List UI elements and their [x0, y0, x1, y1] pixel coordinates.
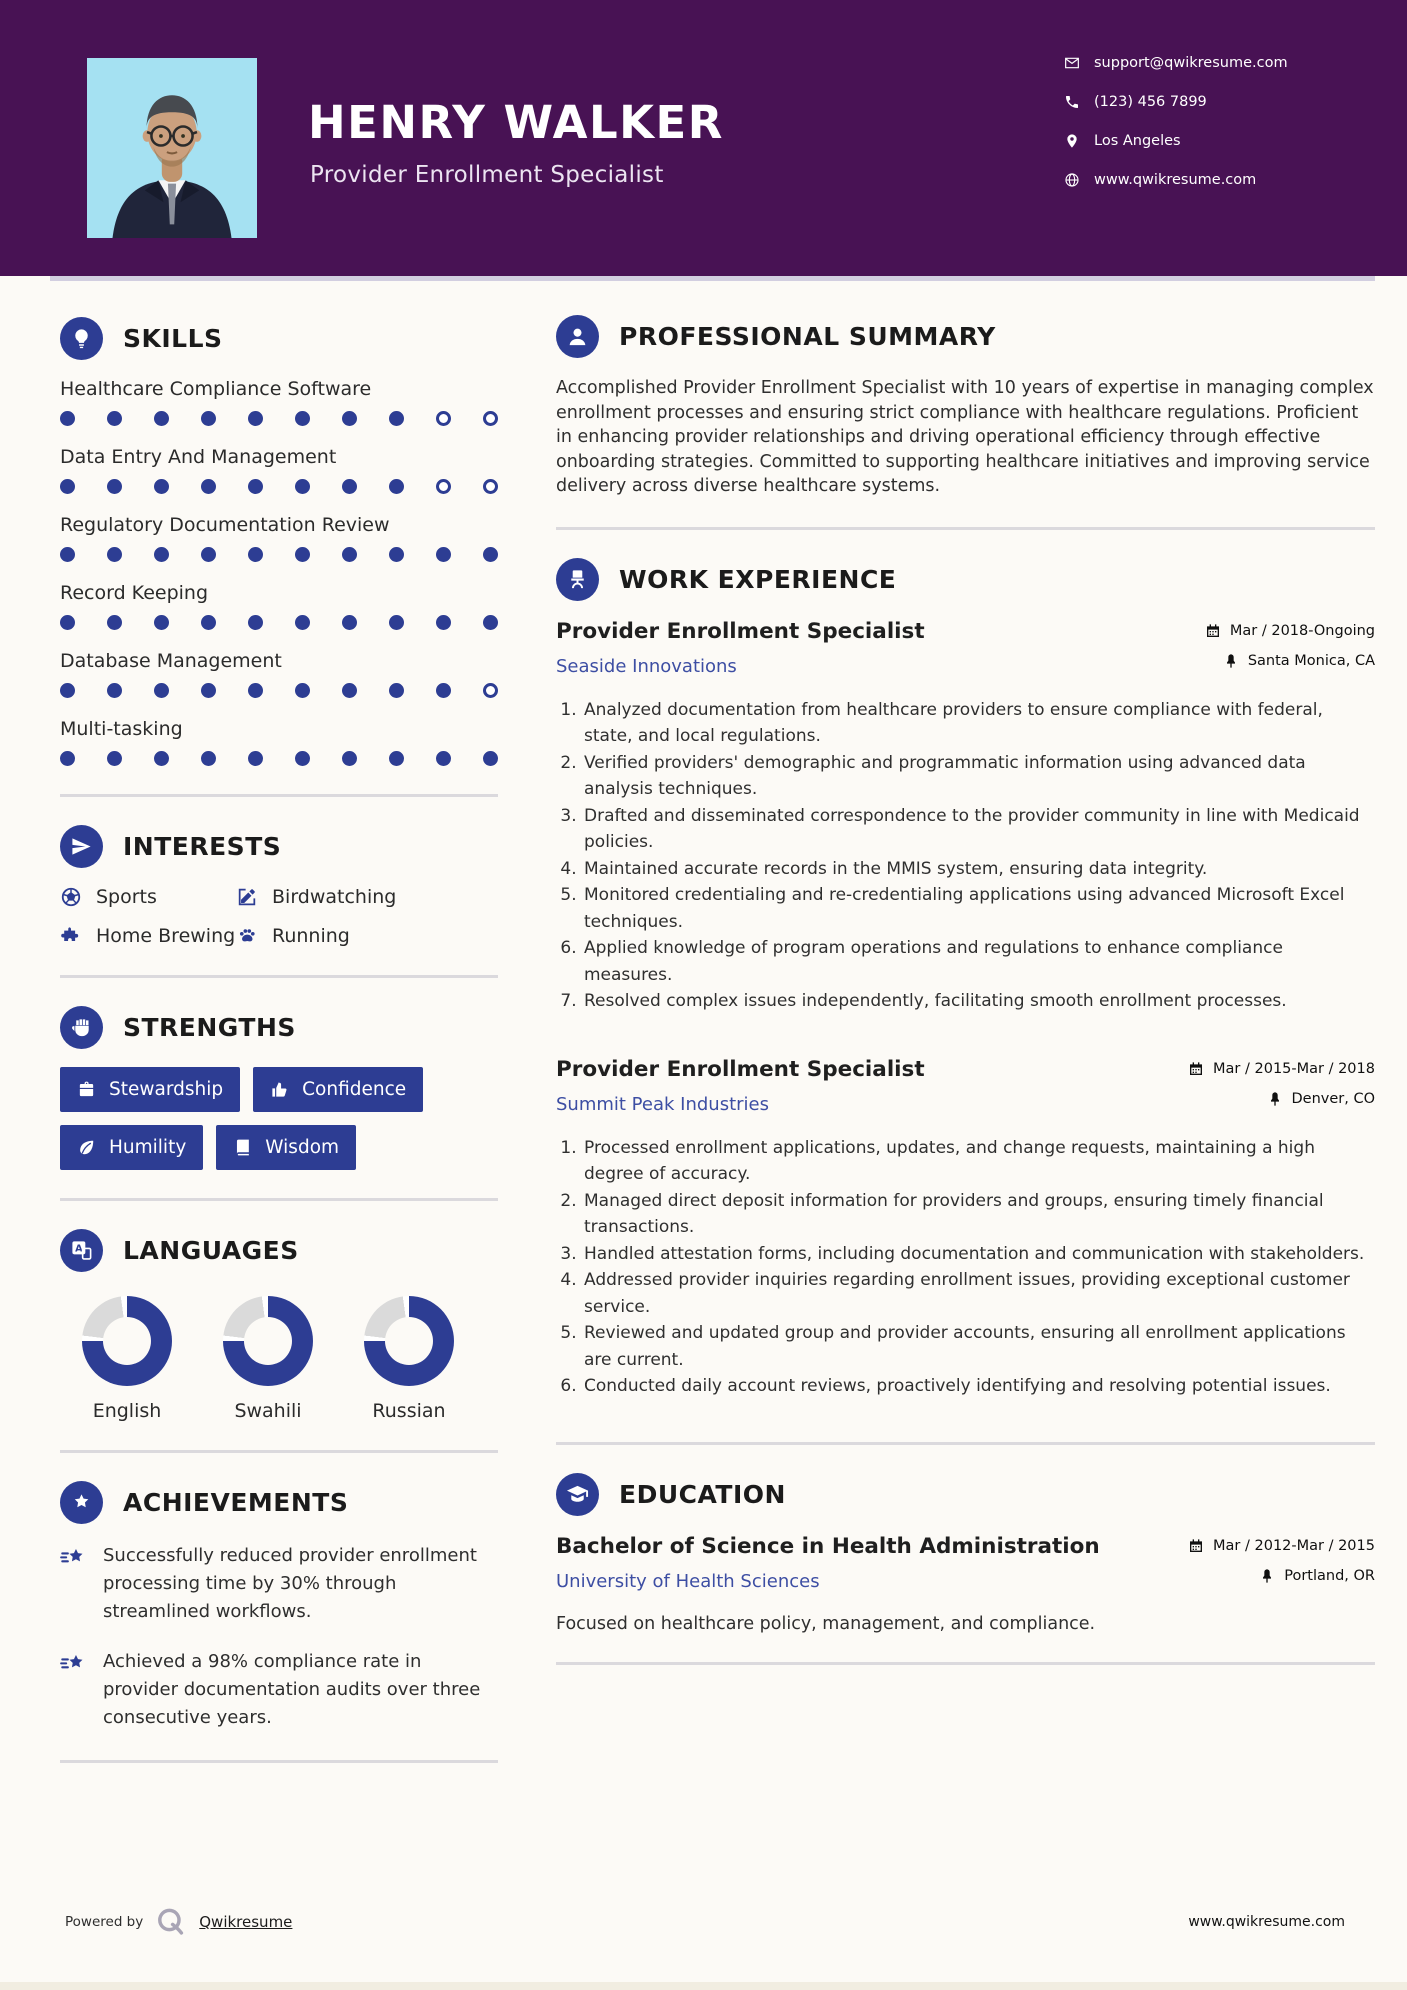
divider: [60, 794, 498, 797]
languages-heading: [60, 1229, 498, 1272]
education-heading: [556, 1473, 1375, 1516]
divider: [556, 1442, 1375, 1445]
job-bullet: 2. Verified providers' demographic and programmatic information using advanced data analysis techniques.: [582, 750, 1375, 803]
strength-badge: Confidence: [253, 1067, 423, 1112]
job-bullet-list: [556, 697, 1375, 1015]
education-dates: Mar / 2012-Mar / 2015: [1188, 1538, 1375, 1554]
star-circle-icon: [60, 1481, 103, 1524]
experience-heading: [556, 558, 1375, 601]
rating-dot-filled: [154, 411, 169, 426]
user-icon: [556, 315, 599, 358]
avatar: [87, 58, 257, 238]
skill-rating: [60, 411, 498, 426]
phone-icon: [1064, 94, 1080, 110]
footer-website[interactable]: www.qwikresume.com: [1188, 1914, 1345, 1930]
qwikresume-logo-icon: [155, 1906, 187, 1938]
rating-dot-filled: [201, 615, 216, 630]
section-interests: [60, 825, 498, 947]
contact-website-text: www.qwikresume.com: [1094, 172, 1257, 188]
job-bullet-list: [556, 1135, 1375, 1400]
rating-dot-filled: [436, 615, 451, 630]
section-languages: [60, 1229, 498, 1422]
rating-dot-filled: [154, 547, 169, 562]
rating-dot-empty: [483, 479, 498, 494]
rating-dot-filled: [389, 683, 404, 698]
bottom-strip: [0, 1982, 1407, 1990]
pushpin-icon: [1259, 1568, 1275, 1584]
skill-rating: [60, 751, 498, 766]
rating-dot-filled: [483, 751, 498, 766]
puzzle-piece-icon: [60, 925, 82, 947]
rating-dot-filled: [483, 615, 498, 630]
rating-dot-filled: [295, 547, 310, 562]
interests-list: [60, 886, 498, 947]
strength-badge: Wisdom: [216, 1125, 356, 1170]
languages-title: LANGUAGES: [123, 1236, 299, 1265]
job-location: Denver, CO: [1188, 1091, 1375, 1107]
interests-title: INTERESTS: [123, 832, 282, 861]
skill-rating: [60, 479, 498, 494]
office-chair-icon: [556, 558, 599, 601]
rating-dot-filled: [60, 615, 75, 630]
rating-dot-filled: [483, 547, 498, 562]
book-icon: [233, 1138, 252, 1157]
rating-dot-filled: [154, 683, 169, 698]
rating-dot-filled: [60, 547, 75, 562]
thumbs-up-icon: [270, 1080, 289, 1099]
calendar-icon: [1205, 623, 1221, 639]
paw-icon: [236, 925, 258, 947]
skill-rating: [60, 547, 498, 562]
rating-dot-filled: [342, 547, 357, 562]
fist-icon: [60, 1006, 103, 1049]
job-bullet: 5. Monitored credentialing and re-credentialing applications using advanced Microsoft Excel techniques.: [582, 882, 1375, 935]
rating-dot-filled: [295, 751, 310, 766]
shooting-star-icon: [60, 1545, 87, 1572]
rating-dot-filled: [342, 683, 357, 698]
rating-dot-filled: [295, 615, 310, 630]
language-item: English: [82, 1296, 172, 1422]
skill-rating: [60, 615, 498, 630]
leaf-icon: [77, 1138, 96, 1157]
briefcase-icon: [77, 1080, 96, 1099]
person-name: HENRY WALKER: [308, 96, 724, 149]
job-bullet: 2. Managed direct deposit information for providers and groups, ensuring timely financial transactions.: [582, 1188, 1375, 1241]
skills-heading: [60, 317, 498, 360]
calendar-icon: [1188, 1538, 1204, 1554]
rating-dot-filled: [248, 615, 263, 630]
powered-by-label: Powered by: [65, 1914, 144, 1930]
edit-pen-icon: [236, 886, 258, 908]
job-entry: [556, 619, 1375, 1015]
rating-dot-filled: [107, 479, 122, 494]
rating-dot-filled: [107, 683, 122, 698]
contact-list: [1064, 52, 1288, 208]
summary-heading: [556, 315, 1375, 358]
summary-text: Accomplished Provider Enrollment Specialist with 10 years of expertise in managing complex enrollment processes and ensuring strict compliance with healthcare regulations. Proficient in enhancing provider relationships and driving operational efficiency through effective onboarding strategies. Committed to supporting healthcare initiatives and improving service delivery across diverse healthcare systems.: [556, 378, 1374, 496]
job-bullet: 6. Conducted daily account reviews, proactively identifying and resolving potential issues.: [582, 1373, 1375, 1400]
rating-dot-filled: [201, 411, 216, 426]
job-entry: [556, 1057, 1375, 1400]
skill-item: Regulatory Documentation Review: [60, 514, 498, 562]
skill-item: Healthcare Compliance Software: [60, 378, 498, 426]
contact-phone-text: (123) 456 7899: [1094, 94, 1207, 110]
rating-dot-filled: [107, 615, 122, 630]
rating-dot-empty: [483, 683, 498, 698]
divider: [556, 1662, 1375, 1665]
skills-title: SKILLS: [123, 324, 223, 353]
contact-email-text: support@qwikresume.com: [1094, 55, 1288, 71]
graduation-cap-icon: [556, 1473, 599, 1516]
language-donut-chart: [223, 1296, 313, 1386]
soccer-ball-icon: [60, 886, 82, 908]
rating-dot-empty: [483, 411, 498, 426]
language-item: Russian: [364, 1296, 454, 1422]
divider: [60, 1198, 498, 1201]
section-strengths: [60, 1006, 498, 1170]
interest-item: Birdwatching: [236, 886, 498, 908]
job-location: Santa Monica, CA: [1205, 653, 1375, 669]
sidebar: [60, 281, 498, 1791]
education-location: Portland, OR: [1188, 1568, 1375, 1584]
lightbulb-icon: [60, 317, 103, 360]
job-dates: Mar / 2018-Ongoing: [1205, 623, 1375, 639]
rating-dot-filled: [248, 411, 263, 426]
job-bullet: 5. Reviewed and updated group and provider accounts, ensuring all enrollment applications are current.: [582, 1320, 1375, 1373]
rating-dot-filled: [154, 751, 169, 766]
job-bullet: 6. Applied knowledge of program operations and regulations to enhance compliance measures.: [582, 935, 1375, 988]
section-experience: [556, 558, 1375, 1400]
skill-item: Multi-tasking: [60, 718, 498, 766]
skill-item: Data Entry And Management: [60, 446, 498, 494]
education-title: EDUCATION: [619, 1479, 786, 1509]
strength-badge: Humility: [60, 1125, 203, 1170]
job-bullet: 3. Drafted and disseminated correspondence to the provider community in line with Medicaid policies.: [582, 803, 1375, 856]
job-bullet: 1. Processed enrollment applications, updates, and change requests, maintaining a high degree of accuracy.: [582, 1135, 1375, 1188]
rating-dot-filled: [389, 547, 404, 562]
company-link[interactable]: Summit Peak Industries: [556, 1093, 769, 1115]
rating-dot-filled: [342, 411, 357, 426]
pushpin-icon: [1223, 653, 1239, 669]
section-summary: [556, 315, 1375, 499]
rating-dot-filled: [389, 615, 404, 630]
divider: [556, 527, 1375, 530]
rating-dot-filled: [248, 479, 263, 494]
rating-dot-filled: [248, 683, 263, 698]
job-bullet: 3. Handled attestation forms, including documentation and communication with stakeholders.: [582, 1241, 1375, 1268]
rating-dot-filled: [436, 683, 451, 698]
header: [0, 0, 1407, 276]
rating-dot-filled: [295, 411, 310, 426]
rating-dot-filled: [342, 751, 357, 766]
company-link[interactable]: Seaside Innovations: [556, 655, 737, 677]
rating-dot-filled: [342, 479, 357, 494]
section-education: [556, 1473, 1375, 1634]
strengths-list: [60, 1067, 498, 1170]
rating-dot-filled: [60, 683, 75, 698]
rating-dot-filled: [107, 411, 122, 426]
rating-dot-filled: [60, 411, 75, 426]
skill-rating: [60, 683, 498, 698]
contact-location: [1064, 130, 1288, 152]
interests-heading: [60, 825, 498, 868]
interest-item: Home Brewing: [60, 925, 236, 947]
content-columns: [0, 281, 1407, 1791]
rating-dot-filled: [436, 547, 451, 562]
rating-dot-filled: [154, 479, 169, 494]
rating-dot-empty: [436, 411, 451, 426]
degree-title: Bachelor of Science in Health Administration: [556, 1533, 1100, 1559]
strength-badge: Stewardship: [60, 1067, 240, 1112]
strengths-title: STRENGTHS: [123, 1013, 296, 1042]
contact-phone[interactable]: [1064, 91, 1288, 113]
skill-item: Database Management: [60, 650, 498, 698]
rating-dot-filled: [154, 615, 169, 630]
summary-title: PROFESSIONAL SUMMARY: [619, 322, 996, 351]
rating-dot-filled: [201, 683, 216, 698]
languages-list: [82, 1296, 498, 1422]
contact-location-text: Los Angeles: [1094, 133, 1181, 149]
divider: [60, 975, 498, 978]
rating-dot-filled: [201, 479, 216, 494]
qwikresume-link[interactable]: Qwikresume: [199, 1913, 293, 1931]
rating-dot-filled: [248, 547, 263, 562]
language-item: Swahili: [223, 1296, 313, 1422]
rating-dot-empty: [436, 479, 451, 494]
job-bullet: 1. Analyzed documentation from healthcare providers to ensure compliance with federal, state, and local regulations.: [582, 697, 1375, 750]
profile-photo: [87, 58, 257, 238]
divider: [60, 1760, 498, 1763]
globe-icon: [1064, 172, 1080, 188]
job-meta: [1188, 1057, 1375, 1121]
interest-item: Sports: [60, 886, 236, 908]
school-link[interactable]: University of Health Sciences: [556, 1570, 820, 1592]
rating-dot-filled: [248, 751, 263, 766]
achievements-heading: [60, 1481, 498, 1524]
person-job-title: Provider Enrollment Specialist: [310, 162, 664, 188]
powered-by: [65, 1906, 292, 1938]
job-bullet: 4. Maintained accurate records in the MMIS system, ensuring data integrity.: [582, 856, 1375, 883]
strengths-heading: [60, 1006, 498, 1049]
location-pin-icon: [1064, 133, 1080, 149]
contact-email[interactable]: [1064, 52, 1288, 74]
paper-plane-icon: [60, 825, 103, 868]
shooting-star-icon: [60, 1651, 87, 1678]
rating-dot-filled: [107, 751, 122, 766]
achievement-item: Achieved a 98% compliance rate in provider documentation audits over three consecutive years.: [60, 1648, 498, 1732]
pushpin-icon: [1267, 1091, 1283, 1107]
calendar-icon: [1188, 1061, 1204, 1077]
language-donut-chart: [364, 1296, 454, 1386]
achievements-title: ACHIEVEMENTS: [123, 1488, 349, 1517]
rating-dot-filled: [295, 683, 310, 698]
rating-dot-filled: [389, 479, 404, 494]
rating-dot-filled: [201, 751, 216, 766]
rating-dot-filled: [389, 411, 404, 426]
language-donut-chart: [82, 1296, 172, 1386]
job-title: Provider Enrollment Specialist: [556, 1056, 925, 1082]
job-title: Provider Enrollment Specialist: [556, 618, 925, 644]
job-meta: [1205, 619, 1375, 683]
job-dates: Mar / 2015-Mar / 2018: [1188, 1061, 1375, 1077]
footer: [0, 1906, 1407, 1938]
rating-dot-filled: [295, 479, 310, 494]
main-content: [556, 281, 1375, 1693]
rating-dot-filled: [342, 615, 357, 630]
divider: [60, 1450, 498, 1453]
rating-dot-filled: [107, 547, 122, 562]
job-bullet: 7. Resolved complex issues independently, facilitating smooth enrollment processes.: [582, 988, 1375, 1015]
skill-item: Record Keeping: [60, 582, 498, 630]
section-skills: [60, 317, 498, 766]
education-meta: [1188, 1534, 1375, 1598]
rating-dot-filled: [436, 751, 451, 766]
achievement-item: Successfully reduced provider enrollment processing time by 30% through streamlined workflows.: [60, 1542, 498, 1626]
experience-title: WORK EXPERIENCE: [619, 564, 897, 594]
translate-icon: [60, 1229, 103, 1272]
rating-dot-filled: [60, 479, 75, 494]
contact-website[interactable]: [1064, 169, 1288, 191]
section-achievements: [60, 1481, 498, 1732]
rating-dot-filled: [60, 751, 75, 766]
envelope-icon: [1064, 55, 1080, 71]
rating-dot-filled: [201, 547, 216, 562]
rating-dot-filled: [389, 751, 404, 766]
job-bullet: 4. Addressed provider inquiries regarding enrollment issues, providing exceptional customer service.: [582, 1267, 1375, 1320]
education-description: Focused on healthcare policy, management, and compliance.: [556, 1613, 1096, 1634]
interest-item: Running: [236, 925, 498, 947]
